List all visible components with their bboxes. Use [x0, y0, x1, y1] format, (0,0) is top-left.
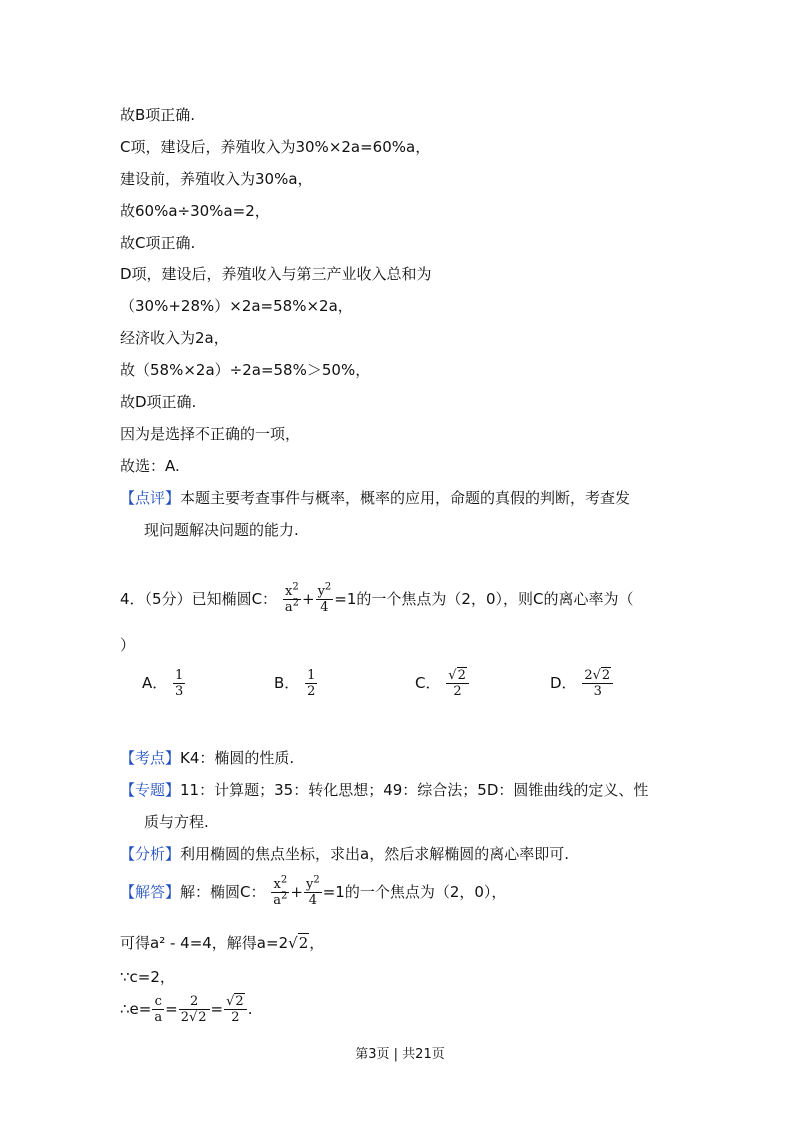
- fenxi-line: 【分析】利用椭圆的焦点坐标，求出a，然后求解椭圆的离心率即可.: [120, 845, 569, 863]
- text-line: D项，建设后，养殖收入与第三产业收入总和为: [120, 265, 432, 283]
- zhuanti-line-2: 质与方程.: [144, 813, 209, 831]
- jieda-tag: 【解答】: [120, 883, 181, 901]
- jieda-step-3: ∴e= $\frac{c}{a}$ = $\frac{2}{2√2}$ = $\frac{√2}{2}$ .: [120, 994, 253, 1025]
- question-close: ）: [120, 636, 136, 654]
- text-line: C项，建设后，养殖收入为30%×2a=60%a，: [120, 138, 431, 156]
- text-line: 故60%a÷30%a=2，: [120, 202, 270, 220]
- review-line: [120, 487, 630, 509]
- text-line: 故B项正确.: [120, 106, 196, 124]
- fraction-y2-4: $\frac{y^2}{4}$: [317, 581, 332, 615]
- question-suffix: =1的一个焦点为（2，0），则C的离心率为（: [334, 590, 634, 608]
- option-b[interactable]: B． $\frac{1}{2}$: [274, 668, 316, 699]
- text-line: 故（58%×2a）÷2a=58%＞50%，: [120, 361, 371, 379]
- kaodian-tag: 【考点】: [120, 749, 181, 767]
- option-d[interactable]: D． $\frac{2√2}{3}$: [550, 668, 614, 699]
- fenxi-tag: 【分析】: [120, 845, 181, 863]
- page-footer: 第3页 | 共21页: [355, 1047, 445, 1062]
- text-line: 故D项正确.: [120, 393, 197, 411]
- text-line: 经济收入为2a，: [120, 329, 229, 347]
- fraction-x2-a2: $\frac{x^2}{a^2}$: [284, 581, 299, 615]
- text-line: 因为是选择不正确的一项，: [120, 425, 301, 443]
- jieda-step-2: ∵c=2，: [120, 968, 175, 986]
- zhuanti-line: 【专题】11：计算题；35：转化思想；49：综合法；5D：圆锥曲线的定义、性: [120, 781, 649, 799]
- option-a[interactable]: A． $\frac{1}{3}$: [142, 668, 184, 699]
- kaodian-line: 【考点】K4：椭圆的性质.: [120, 749, 295, 767]
- review-line-2: 现问题解决问题的能力.: [144, 521, 299, 539]
- zhuanti-tag: 【专题】: [120, 781, 181, 799]
- question-4: 4．（5分）已知椭圆C： $\frac{x^2}{a^2}$ + $\frac{y^2}{4}$ =1的一个焦点为（2，0），则C的离心率为（: [120, 581, 634, 615]
- review-text: 本题主要考查事件与概率，概率的应用，命题的真假的判断，考查发: [180, 489, 631, 507]
- option-c[interactable]: C． $\frac{√2}{2}$: [415, 668, 470, 699]
- text-line: 故选：A.: [120, 457, 180, 475]
- text-line: （30%+28%）×2a=58%×2a，: [120, 297, 353, 315]
- question-prefix: 4．（5分）已知椭圆C：: [120, 590, 278, 608]
- text-line: 建设前，养殖收入为30%a，: [120, 170, 313, 188]
- text-line: 故C项正确.: [120, 234, 196, 252]
- review-tag: 【点评】: [120, 489, 181, 507]
- jieda-line: 【解答】解：椭圆C： $\frac{x^2}{a^2}$ + $\frac{y^2}{4}$ =1的一个焦点为（2，0），: [120, 874, 507, 908]
- jieda-step-1: 可得a² - 4=4，解得a=2√2，: [120, 934, 325, 952]
